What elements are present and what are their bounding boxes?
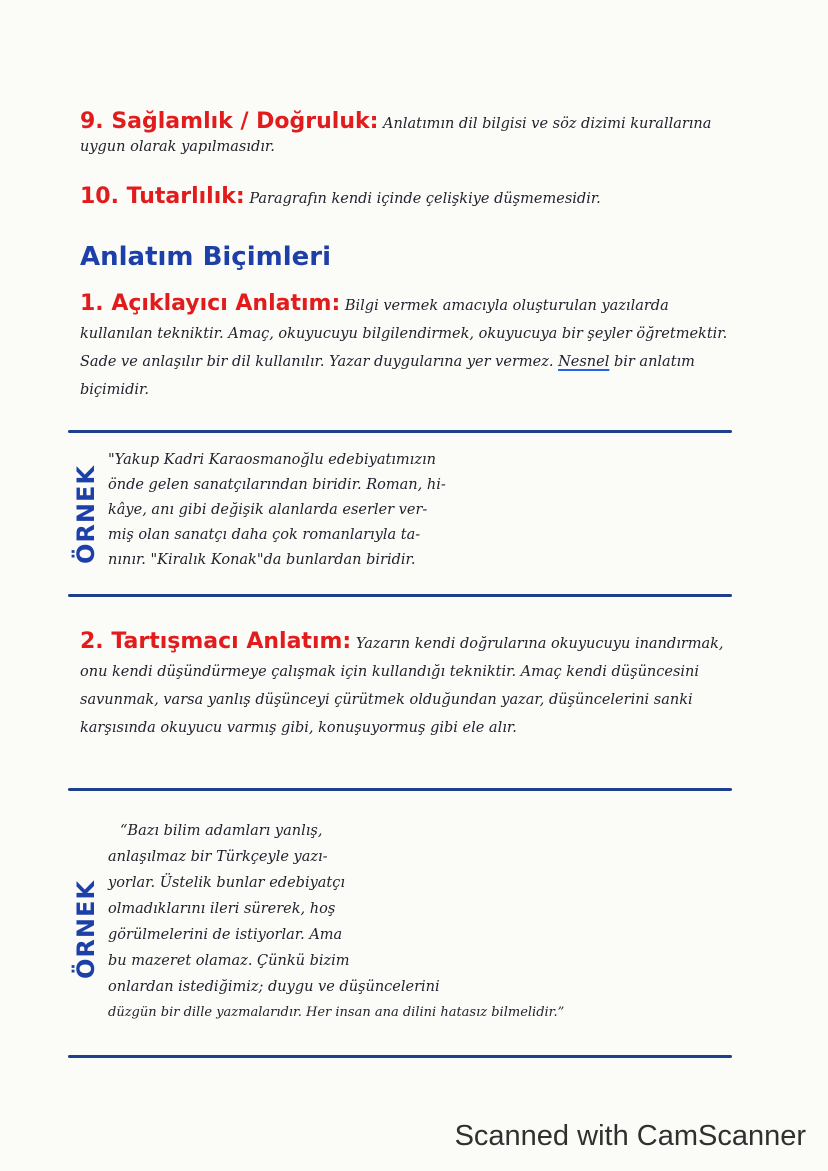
- aciklayici-text: Bilgi vermek amacıyla oluşturulan yazılarda kullanılan tekniktir. Amaç, okuyucuyu bilgilendirmek, okuyucuya bir şeyler öğretmektir. Sade ve anlaşılır bir dil kullanılır. Yazar duygularına yer vermez.: [80, 298, 728, 370]
- example-line: yorlar. Üstelik bunlar edebiyatçı: [108, 875, 345, 891]
- example-line: görülmelerini de istiyorlar. Ama: [108, 927, 343, 943]
- example-line: “Bazı bilim adamları yanlış,: [120, 823, 323, 839]
- example-line: kâye, anı gibi değişik alanlarda eserler ver-: [108, 502, 428, 518]
- example-line: önde gelen sanatçılarından biridir. Roman, hi-: [108, 477, 446, 493]
- aciklayici-text-end: bir anlatım biçimidir.: [80, 354, 695, 398]
- divider-line: [68, 788, 732, 791]
- nesnel-highlight: Nesnel: [558, 354, 610, 370]
- example-line: nınır. "Kiralık Konak"da bunlardan biridir.: [108, 552, 416, 568]
- example-2-label: ÖRNEK: [72, 880, 100, 979]
- section-9-paragraph: [80, 110, 740, 159]
- section-10-paragraph: [80, 185, 740, 211]
- tartismaci-paragraph: [80, 628, 740, 742]
- example-line: anlaşılmaz bir Türkçeyle yazı-: [108, 849, 328, 865]
- divider-line: [68, 1055, 732, 1058]
- aciklayici-paragraph: [80, 290, 740, 404]
- scanner-watermark: Scanned with CamScanner: [454, 1120, 806, 1152]
- tartismaci-text: Yazarın kendi doğrularına okuyucuyu inandırmak, onu kendi düşündürmeye çalışmak için kullandığı tekniktir. Amaç kendi düşüncesini savunmak, varsa yanlış düşünceyi çürütmek olduğundan yazar, düşüncelerini sanki karşısında okuyucu varmış gibi, konuşuyormuş gibi ele alır.: [80, 636, 724, 736]
- example-line: onlardan istediğimiz; duygu ve düşüncelerini: [108, 979, 440, 995]
- example-2-box: [108, 818, 564, 1026]
- example-line: düzgün bir dille yazmalarıdır. Her insan ana dilini hatasız bilmelidir.”: [108, 1005, 565, 1020]
- section-10-heading: 10. Tutarlılık:: [80, 184, 245, 209]
- example-line: bu mazeret olamaz. Çünkü bizim: [108, 953, 350, 969]
- aciklayici-heading: 1. Açıklayıcı Anlatım:: [80, 291, 341, 316]
- divider-line: [68, 430, 732, 433]
- section-10-text: Paragrafın kendi içinde çelişkiye düşmemesidir.: [249, 191, 601, 207]
- tartismaci-heading: 2. Tartışmacı Anlatım:: [80, 629, 352, 654]
- section-9-heading: 9. Sağlamlık / Doğruluk:: [80, 109, 379, 134]
- page-title: Anlatım Biçimleri: [80, 242, 331, 272]
- example-line: olmadıklarını ileri sürerek, hoş: [108, 901, 336, 917]
- example-line: "Yakup Kadri Karaosmanoğlu edebiyatımızın: [108, 452, 436, 468]
- divider-line: [68, 594, 732, 597]
- example-line: miş olan sanatçı daha çok romanlarıyla ta-: [108, 527, 421, 543]
- section-9-text: Anlatımın dil bilgisi ve söz dizimi kurallarına uygun olarak yapılmasıdır.: [80, 116, 712, 155]
- example-1-label: ÖRNEK: [72, 465, 100, 564]
- example-1-box: [108, 448, 446, 573]
